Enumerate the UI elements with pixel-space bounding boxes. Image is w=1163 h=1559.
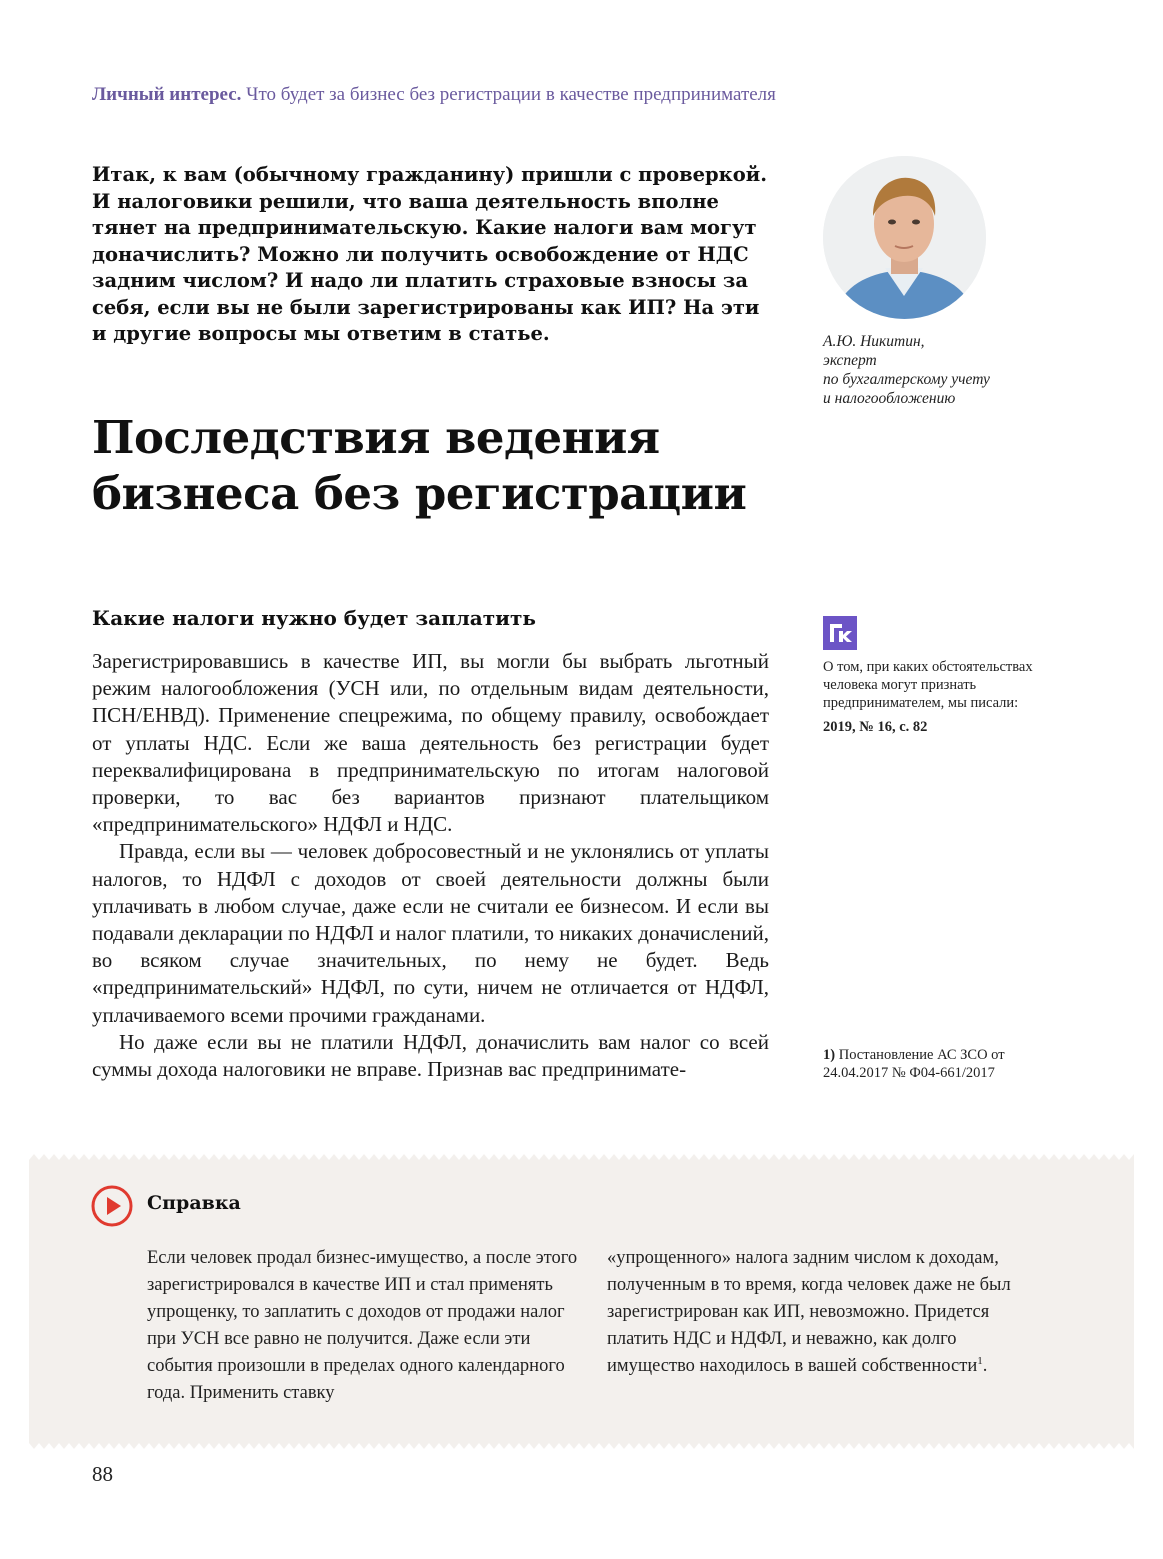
running-head	[92, 84, 1092, 106]
lead-paragraph: Итак, к вам (обычному гражданину) пришли с проверкой. И налоговики решили, что ваша деятельность вполне тянет на предпринимательскую. Какие налоги вам могут доначислить? Можно ли получить освобождение от НДС задним числом? И надо ли платить страховые взносы за себя, если вы не были зарегистрированы как ИП? На эти и другие вопросы мы ответим в статье.	[92, 163, 768, 345]
box-edge-bottom	[29, 1443, 1134, 1449]
reference-box-column-1: Если человек продал бизнес-имущество, а после этого зарегистрировался в качестве ИП и стал применять упрощенку, то заплатить с доходов от продажи налог при УСН все равно не получится. Даже если эти события произошли в пределах одного календарного года. Применить ставку	[147, 1248, 578, 1403]
footnote-number: 1)	[823, 1047, 836, 1063]
author-caption	[823, 332, 1053, 408]
body-paragraph-3: Но даже если вы не платили НДФЛ, доначислить вам налог со всей суммы дохода налоговики не вправе. Признав вас предпринимате-	[92, 1029, 769, 1082]
running-head-section: Личный интерес.	[92, 84, 242, 105]
author-portrait	[823, 156, 986, 319]
footnote-text: Постановление АС ЗСО от 24.04.2017 № Ф04-661/2017	[823, 1047, 1005, 1081]
author-role-3: и налогообложению	[823, 390, 956, 407]
footnote	[823, 1046, 1063, 1082]
author-portrait-icon	[823, 156, 986, 319]
author-role-1: эксперт	[823, 352, 877, 369]
running-head-title: Что будет за бизнес без регистрации в качестве предпринимателя	[246, 84, 776, 105]
gk-logo-icon	[823, 616, 857, 650]
reference-box-column-2	[607, 1245, 1042, 1380]
footnote-marker: 1	[977, 1354, 983, 1367]
play-circle-icon	[90, 1184, 134, 1228]
reference-box-column-2-end: .	[982, 1356, 988, 1376]
article-headline	[92, 410, 812, 522]
reference-box-title: Справка	[147, 1192, 241, 1214]
reference-box-column-2-text: «упрощенного» налога задним числом к доходам, полученным в то время, когда человек даже не был зарегистрирован как ИП, невозможно. Придется платить НДС и НДФЛ, и неважно, как долго имущество находилось в вашей собственности	[607, 1248, 1011, 1376]
page-number: 88	[92, 1462, 113, 1486]
author-name: А.Ю. Никитин,	[823, 333, 925, 350]
section-subhead: Какие налоги нужно будет заплатить	[92, 606, 536, 630]
sidenote	[823, 658, 1063, 736]
reference-box	[29, 1160, 1134, 1443]
box-edge-top	[29, 1154, 1134, 1160]
headline-line-1: Последствия ведения	[92, 411, 660, 464]
headline-line-2: бизнеса без регистрации	[92, 467, 747, 520]
author-role-2: по бухгалтерскому учету	[823, 371, 990, 388]
sidenote-text: О том, при каких обстоятельствах человека могут признать предпринимателем, мы писали:	[823, 659, 1033, 711]
body-paragraph-1: Зарегистрировавшись в качестве ИП, вы могли бы выбрать льготный режим налогообложения (УСН или, по отдельным видам деятельности, ПСН/ЕНВД). Применение спецрежима, по общему правилу, освобождает от уплаты НДС. Если же ваша деятельность без регистрации будет переквалифицирована в предпринимательскую по итогам налоговой проверки, то вас без вариантов признают плательщиком «предпринимательского» НДФЛ и НДС.	[92, 649, 769, 837]
sidenote-reference: 2019, № 16, с. 82	[823, 719, 928, 735]
body-paragraph-2: Правда, если вы — человек добросовестный и не уклонялись от уплаты налогов, то НДФЛ с доходов от своей деятельности должны были уплачивать в любом случае, даже если не считали ее бизнесом. И если вы подавали декларации по НДФЛ и налог платили, то никаких доначислений, во всяком случае значительных, по нему не будет. Ведь «предпринимательский» НДФЛ, по сути, ничем не отличается от НДФЛ, уплачиваемого всеми прочими гражданами.	[92, 839, 769, 1027]
article-body	[92, 648, 769, 1083]
